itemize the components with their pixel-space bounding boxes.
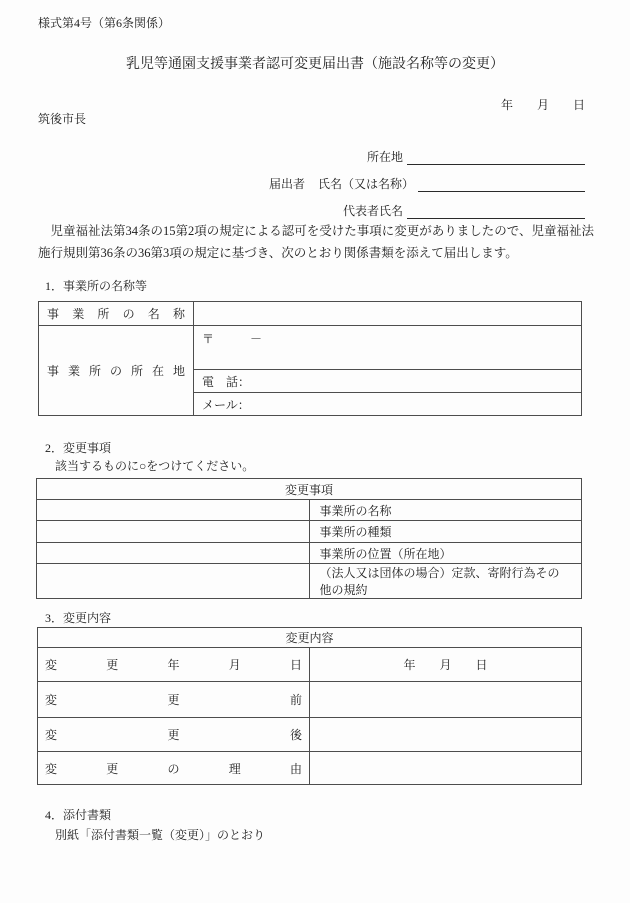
circle-mark-cell	[37, 500, 310, 521]
mail-cell: メール：	[194, 393, 582, 416]
section3-heading: 3．変更内容	[45, 611, 112, 625]
addressee-label: 筑後市長	[38, 112, 87, 126]
name-blank-line	[418, 176, 585, 192]
office-info-table	[38, 301, 582, 416]
applicant-representative-row	[269, 192, 585, 219]
change-item-row	[37, 543, 582, 564]
change-item-label: 事業所の名称	[309, 500, 582, 521]
change-item-row	[37, 564, 582, 599]
change-items-header-cell: 変更事項	[37, 479, 582, 500]
date-line: 年 月 日	[500, 98, 585, 112]
intro-line-2: 施行規則第36条の36第3項の規定に基づき、次のとおり関係書類を添えて届出します。	[38, 246, 518, 260]
circle-mark-cell	[37, 543, 310, 564]
circle-mark-cell	[37, 564, 310, 599]
postal-code-cell: 〒 －	[194, 326, 582, 370]
intro-line-1: 児童福祉法第34条の15第2項の規定による認可を受けた事項に変更がありましたので、児童福祉法	[38, 224, 595, 238]
before-change-label-cell: 変 更 前	[38, 682, 310, 718]
applicant-block	[269, 138, 585, 219]
applicant-role-label: 届出者	[268, 177, 305, 191]
address-label: 所在地	[366, 150, 403, 164]
before-change-row	[38, 682, 582, 718]
applicant-address-row	[269, 138, 585, 165]
office-address-label-cell: 事業所の所在地	[39, 326, 194, 416]
change-item-label: 事業所の位置（所在地）	[309, 543, 582, 564]
change-details-header-cell: 変更内容	[38, 628, 582, 648]
after-change-value-cell	[310, 718, 582, 752]
change-details-table	[37, 627, 582, 785]
representative-label: 代表者氏名	[342, 204, 403, 218]
name-label: 氏名（又は名称）	[317, 177, 414, 191]
change-items-table	[36, 478, 582, 599]
change-item-row	[37, 521, 582, 543]
office-name-row	[39, 302, 582, 326]
change-item-label: 事業所の種類	[309, 521, 582, 543]
change-details-header-row	[38, 628, 582, 648]
change-item-row	[37, 500, 582, 521]
change-date-label-cell: 変更年月日	[38, 648, 310, 682]
change-reason-label-cell: 変更の理由	[38, 752, 310, 785]
before-change-value-cell	[310, 682, 582, 718]
form-number: 様式第4号（第6条関係）	[38, 16, 171, 30]
representative-blank-line	[407, 203, 585, 219]
section2-heading: 2．変更事項	[45, 441, 112, 455]
after-change-row	[38, 718, 582, 752]
intro-paragraph	[38, 220, 594, 264]
change-reason-row	[38, 752, 582, 785]
phone-cell: 電 話：	[194, 370, 582, 393]
office-name-label-cell: 事業所の名称	[39, 302, 194, 326]
section2-instruction: 該当するものに○をつけてください。	[55, 459, 255, 473]
circle-mark-cell	[37, 521, 310, 543]
change-items-header-row	[37, 479, 582, 500]
section4-note: 別紙「添付書類一覧（変更）」のとおり	[55, 828, 266, 842]
change-date-value-cell: 年 月 日	[310, 648, 582, 682]
change-item-label: （法人又は団体の場合）定款、寄附行為その他の規約	[309, 564, 582, 599]
change-date-row	[38, 648, 582, 682]
applicant-name-row	[269, 165, 585, 192]
address-blank-line	[407, 149, 585, 165]
document-title: 乳児等通園支援事業者認可変更届出書（施設名称等の変更）	[126, 57, 504, 72]
after-change-label-cell: 変 更 後	[38, 718, 310, 752]
office-name-value-cell	[194, 302, 582, 326]
section1-heading: 1．事業所の名称等	[45, 279, 148, 293]
change-reason-value-cell	[310, 752, 582, 785]
section4-heading: 4．添付書類	[45, 808, 112, 822]
office-address-postal-row	[39, 326, 582, 370]
